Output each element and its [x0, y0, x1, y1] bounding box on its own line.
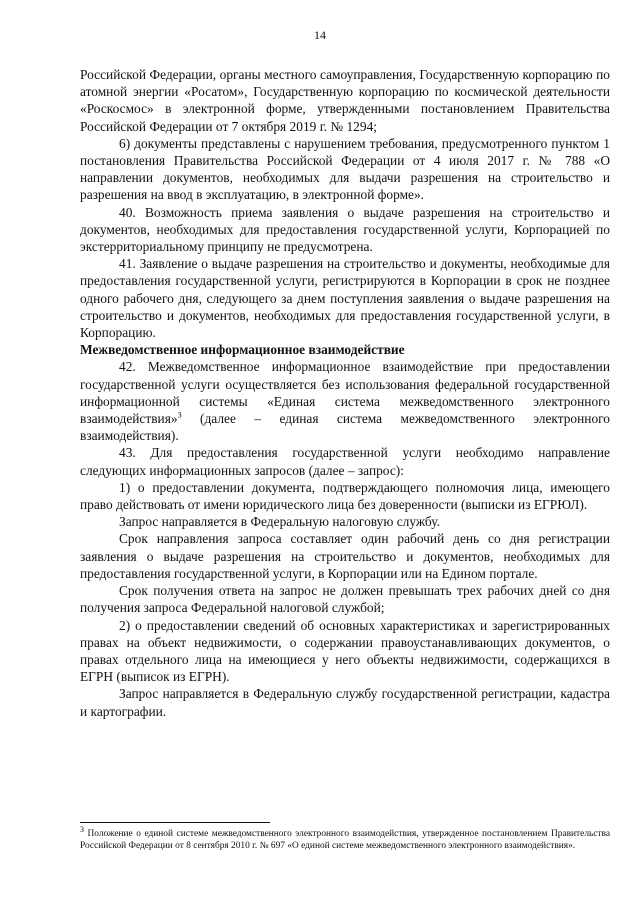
paragraph-item-6: 6) документы представлены с нарушением требования, предусмотренного пунктом 1 постановления Правительства Российской Федерации от 4 июля 2017 г. № 788 «О направлении документов, необходимых для выдачи разрешения на строительство и разрешения на ввод в эксплуатацию, в электронной форме».	[80, 135, 610, 203]
paragraph-42-text-end: (далее – единая система межведомственного электронного взаимодействия).	[80, 411, 610, 444]
paragraph-43: 43. Для предоставления государственной услуги необходимо направление следующих информационных запросов (далее – запрос):	[80, 445, 610, 478]
paragraph-42	[80, 358, 610, 444]
paragraph-request-1-send-term: Срок направления запроса составляет один рабочий день со дня регистрации заявления о выдаче разрешения на строительство и документов, необходимых для предоставления государственной услуги, в Корпорации или на Едином портале.	[80, 531, 610, 581]
section-heading: Межведомственное информационное взаимодействие	[80, 342, 405, 358]
paragraph-continuation: Российской Федерации, органы местного самоуправления, Государственную корпорацию по атомной энергии «Росатом», Государственную корпорацию по космической деятельности «Роскосмос» в электронной форме, утвержденными постановлением Правительства Российской Федерации от 7 октября 2019 г. № 1294;	[80, 67, 610, 134]
footnote-reference: 3	[177, 410, 182, 420]
page-number: 14	[314, 28, 326, 42]
paragraph-request-2: 2) о предоставлении сведений об основных характеристиках и зарегистрированных правах на объект недвижимости, о содержании правоустанавливающих документов, о правах отдельного лица на имеющиеся у него объекты недвижимости, содержащихся в ЕГРН (выписок из ЕГРН).	[80, 617, 610, 685]
footnote-number: 3	[80, 824, 84, 834]
footnote-divider	[80, 822, 270, 823]
paragraph-request-1: 1) о предоставлении документа, подтверждающего полномочия лица, имеющего право действовать от имени юридического лица без доверенности (выписки из ЕГРЮЛ).	[80, 479, 610, 513]
document-body	[80, 66, 610, 720]
paragraph-40: 40. Возможность приема заявления о выдаче разрешения на строительство и документов, необходимых для предоставления государственной услуги, Корпорацией по экстерриториальному принципу не предусмотрена.	[80, 204, 610, 255]
paragraph-request-2-recipient: Запрос направляется в Федеральную службу государственной регистрации, кадастра и картографии.	[80, 686, 610, 719]
footnote	[80, 824, 610, 852]
footnote-text: Положение о единой системе межведомственного электронного взаимодействия, утвержденное постановлением Правительства Российской Федерации от 8 сентября 2010 г. № 697 «О единой системе межведомственного электронного взаимодействия».	[80, 829, 610, 851]
paragraph-41: 41. Заявление о выдаче разрешения на строительство и документы, необходимые для предоставления государственной услуги, регистрируются в Корпорации в срок не позднее одного рабочего дня, следующего за днем поступления заявления о выдаче разрешения на строительство и документов, необходимых для предоставления государственной услуги, в Корпорацию.	[80, 256, 610, 341]
paragraph-42-text: 42. Межведомственное информационное взаимодействие при предоставлении государственной услуги осуществляется без использования федеральной государственной информационной системы «Единая система межведомственного электронного взаимодействия»	[80, 359, 610, 427]
paragraph-request-1-recipient: Запрос направляется в Федеральную налоговую службу.	[119, 514, 440, 530]
paragraph-request-1-response-term: Срок получения ответа на запрос не должен превышать трех рабочих дней со дня получения запроса Федеральной налоговой службой;	[80, 583, 610, 616]
